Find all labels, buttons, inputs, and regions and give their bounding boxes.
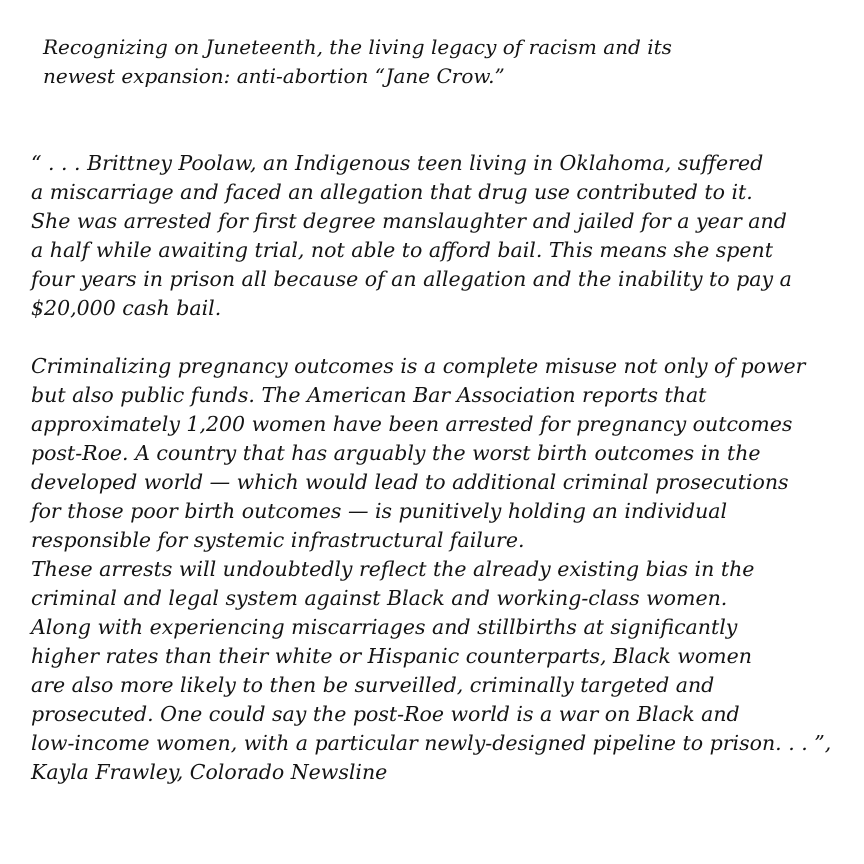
quote-line: She was arrested for first degree manslaughter and jailed for a year and [31, 209, 787, 233]
quote-line: but also public funds. The American Bar Association reports that [31, 383, 707, 407]
quote-line: $20,000 cash bail. [31, 296, 222, 320]
quote-line: approximately 1,200 women have been arrested for pregnancy outcomes [31, 412, 793, 436]
quote-line: low-income women, with a particular newly-designed pipeline to prison. . . ”, [31, 731, 832, 755]
quote-line: Criminalizing pregnancy outcomes is a complete misuse not only of power [31, 354, 806, 378]
quote-line: for those poor birth outcomes — is punitively holding an individual [31, 499, 728, 523]
quote-line: a half while awaiting trial, not able to afford bail. This means she spent [31, 238, 773, 262]
quote-line: four years in prison all because of an allegation and the inability to pay a [31, 267, 792, 291]
quote-line: a miscarriage and faced an allegation that drug use contributed to it. [31, 180, 753, 204]
quote-line: are also more likely to then be surveilled, criminally targeted and [31, 673, 715, 697]
intro-line: Recognizing on Juneteenth, the living legacy of racism and its [43, 35, 672, 59]
quote-line: prosecuted. One could say the post-Roe world is a war on Black and [31, 702, 740, 726]
quote-line: criminal and legal system against Black and working-class women. [31, 586, 728, 610]
quote-line: These arrests will undoubtedly reflect the already existing bias in the [31, 557, 755, 581]
quote-line: responsible for systemic infrastructural failure. [31, 528, 525, 552]
paragraph-gap [31, 323, 831, 352]
quote-line: higher rates than their white or Hispanic counterparts, Black women [31, 644, 752, 668]
quote-attribution: Kayla Frawley, Colorado Newsline [31, 760, 388, 784]
quote-line: developed world — which would lead to additional criminal prosecutions [31, 470, 789, 494]
intro-line: newest expansion: anti-abortion “Jane Crow.” [43, 64, 505, 88]
intro-heading [43, 33, 672, 91]
quote-line: Along with experiencing miscarriages and stillbirths at significantly [31, 615, 738, 639]
quote-line: post-Roe. A country that has arguably the worst birth outcomes in the [31, 441, 761, 465]
quote-block [31, 149, 831, 787]
quote-line: “ . . . Brittney Poolaw, an Indigenous teen living in Oklahoma, suffered [31, 151, 764, 175]
